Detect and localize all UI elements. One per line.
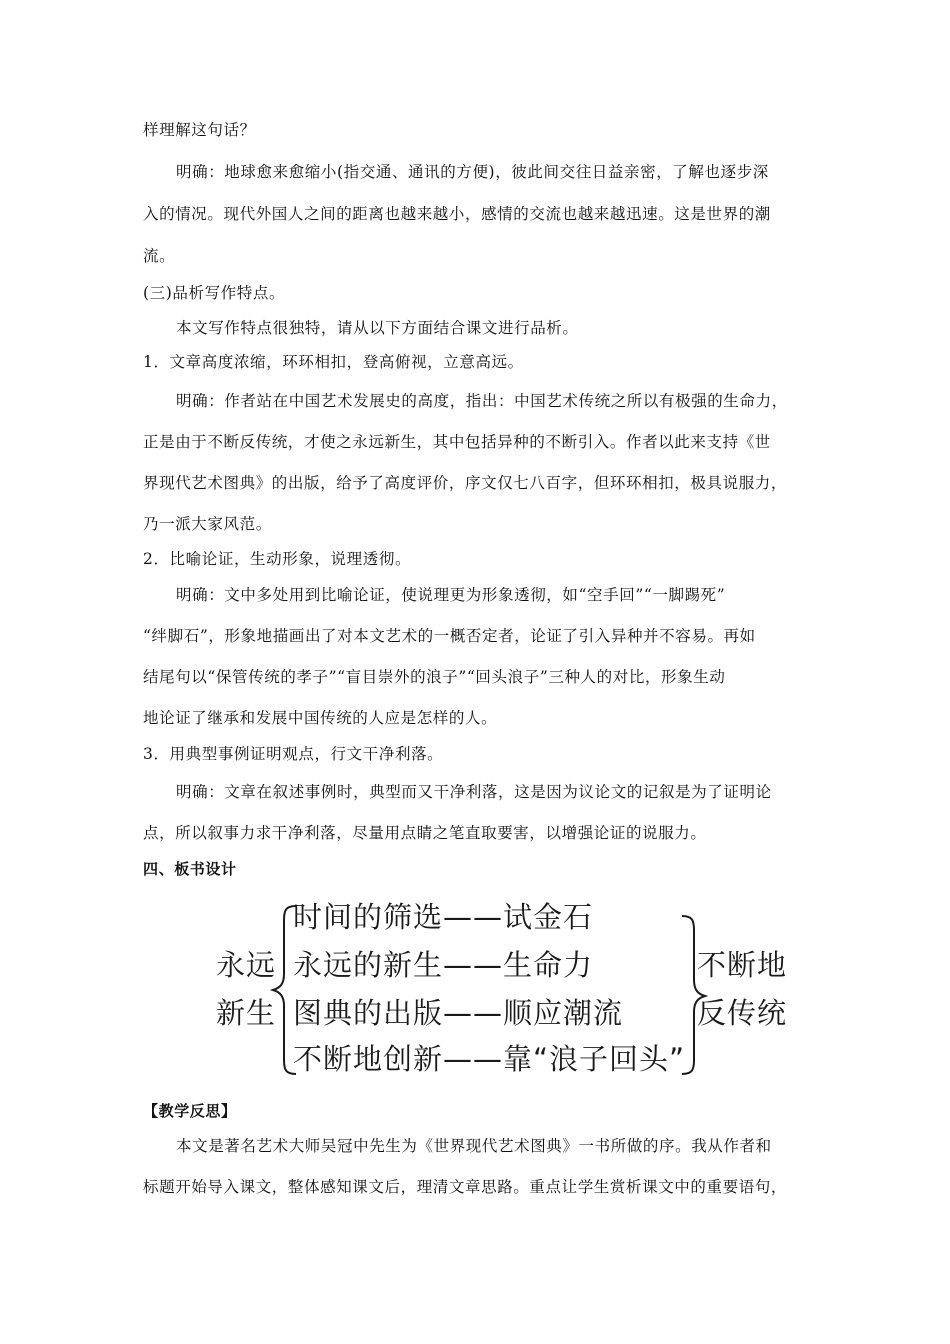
- board-item: 永远的新生——生命力: [293, 948, 594, 982]
- paragraph-line: 样理解这句话？: [143, 121, 256, 139]
- board-item: 不断地创新——靠“浪子回头”: [293, 1042, 686, 1076]
- paragraph-line: 流。: [143, 247, 176, 265]
- board-right-label: 反传统: [697, 996, 788, 1030]
- paragraph-line: 明确：文中多处用到比喻论证，使说理更为形象透彻，如“空手回”“一脚踢死”: [176, 586, 726, 604]
- paragraph-line: 本文写作特点很独特，请从以下方面结合课文进行品析。: [176, 319, 579, 337]
- board-right-label: 不断地: [697, 948, 788, 982]
- right-brace-icon: [678, 914, 708, 1076]
- paragraph-line: 标题开始导入课文，整体感知课文后，理清文章思路。重点让学生赏析课文中的重要语句，: [143, 1178, 788, 1196]
- paragraph-line: “绊脚石”，形象地描画出了对本文艺术的一概否定者，论证了引入异种并不容易。再如: [143, 627, 756, 645]
- numbered-point: 3．用典型事例证明观点，行文干净利落。: [143, 745, 444, 763]
- paragraph-line: 地论证了继承和发展中国传统的人应是怎样的人。: [143, 709, 498, 727]
- board-left-label: 永远: [216, 948, 277, 982]
- paragraph-line: 明确：作者站在中国艺术发展史的高度，指出：中国艺术传统之所以有极强的生命力，: [176, 392, 788, 410]
- paragraph-line: 入的情况。现代外国人之间的距离也越来越小，感情的交流也越来越迅速。这是世界的潮: [143, 205, 771, 223]
- paragraph-line: 点，所以叙事力求干净利落，尽量用点睛之笔直取要害，以增强论证的说服力。: [143, 824, 707, 842]
- paragraph-line: 明确：文章在叙述事例时，典型而又干净利落，这是因为议论文的记叙是为了证明论: [176, 783, 772, 801]
- paragraph-line: 界现代艺术图典》的出版，给予了高度评价，序文仅七八百字，但环环相扣，极具说服力，: [143, 474, 788, 492]
- paragraph-line: 明确：地球愈来愈缩小(指交通、通讯的方便)，彼此间交往日益亲密，了解也逐步深: [176, 163, 769, 181]
- reflection-heading: 【教学反思】: [143, 1102, 237, 1120]
- board-item: 图典的出版——顺应潮流: [293, 996, 624, 1030]
- numbered-point: 1．文章高度浓缩，环环相扣，登高俯视，立意高远。: [143, 353, 524, 371]
- paragraph-line: 正是由于不断反传统，才使之永远新生，其中包括异种的不断引入。作者以此来支持《世: [143, 433, 771, 451]
- paragraph-line: 乃一派大家风范。: [143, 515, 272, 533]
- subsection-heading: (三)品析写作特点。: [143, 284, 286, 302]
- section-heading: 四、板书设计: [143, 860, 237, 878]
- board-left-label: 新生: [216, 996, 277, 1030]
- numbered-point: 2．比喻论证，生动形象，说理透彻。: [143, 550, 412, 568]
- paragraph-line: 结尾句以“保管传统的孝子”“盲目崇外的浪子”“回头浪子”三种人的对比，形象生动: [143, 668, 726, 686]
- paragraph-line: 本文是著名艺术大师吴冠中先生为《世界现代艺术图典》一书所做的序。我从作者和: [176, 1137, 772, 1155]
- board-item: 时间的筛选——试金石: [293, 900, 594, 934]
